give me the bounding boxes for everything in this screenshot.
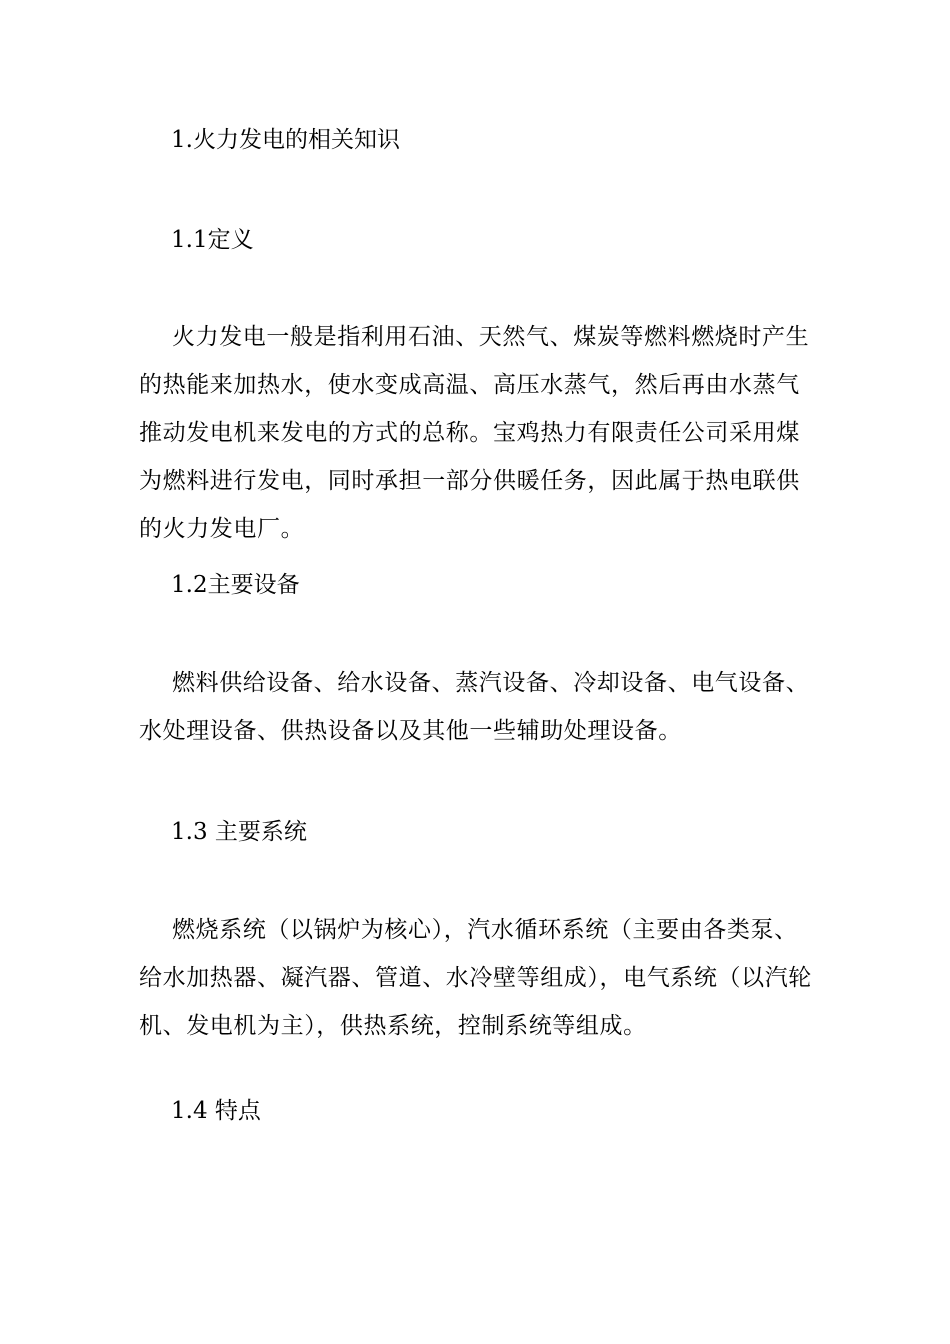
paragraph-equipment: 燃料供给设备、给水设备、蒸汽设备、冷却设备、电气设备、水处理设备、供热设备以及其他一些辅助处理设备。 (139, 670, 810, 744)
paragraph-systems: 燃烧系统（以锅炉为核心），汽水循环系统（主要由各类泵、给水加热器、凝汽器、管道、水冷壁等组成），电气系统（以汽轮机、发电机为主），供热系统，控制系统等组成。 (139, 917, 812, 1039)
section-heading-1-2: 1.2主要设备 (171, 572, 300, 598)
section-heading-1: 1.火力发电的相关知识 (171, 127, 400, 153)
paragraph-definition: 火力发电一般是指利用石油、天然气、煤炭等燃料燃烧时产生的热能来加热水，使水变成高温、高压水蒸气，然后再由水蒸气推动发电机来发电的方式的总称。宝鸡热力有限责任公司采用煤为燃料进行发电，同时承担一部分供暖任务，因此属于热电联供的火力发电厂。 (139, 324, 810, 542)
section-heading-1-4: 1.4 特点 (171, 1098, 261, 1124)
section-heading-1-1: 1.1定义 (171, 227, 254, 253)
section-heading-1-3: 1.3 主要系统 (171, 819, 307, 845)
